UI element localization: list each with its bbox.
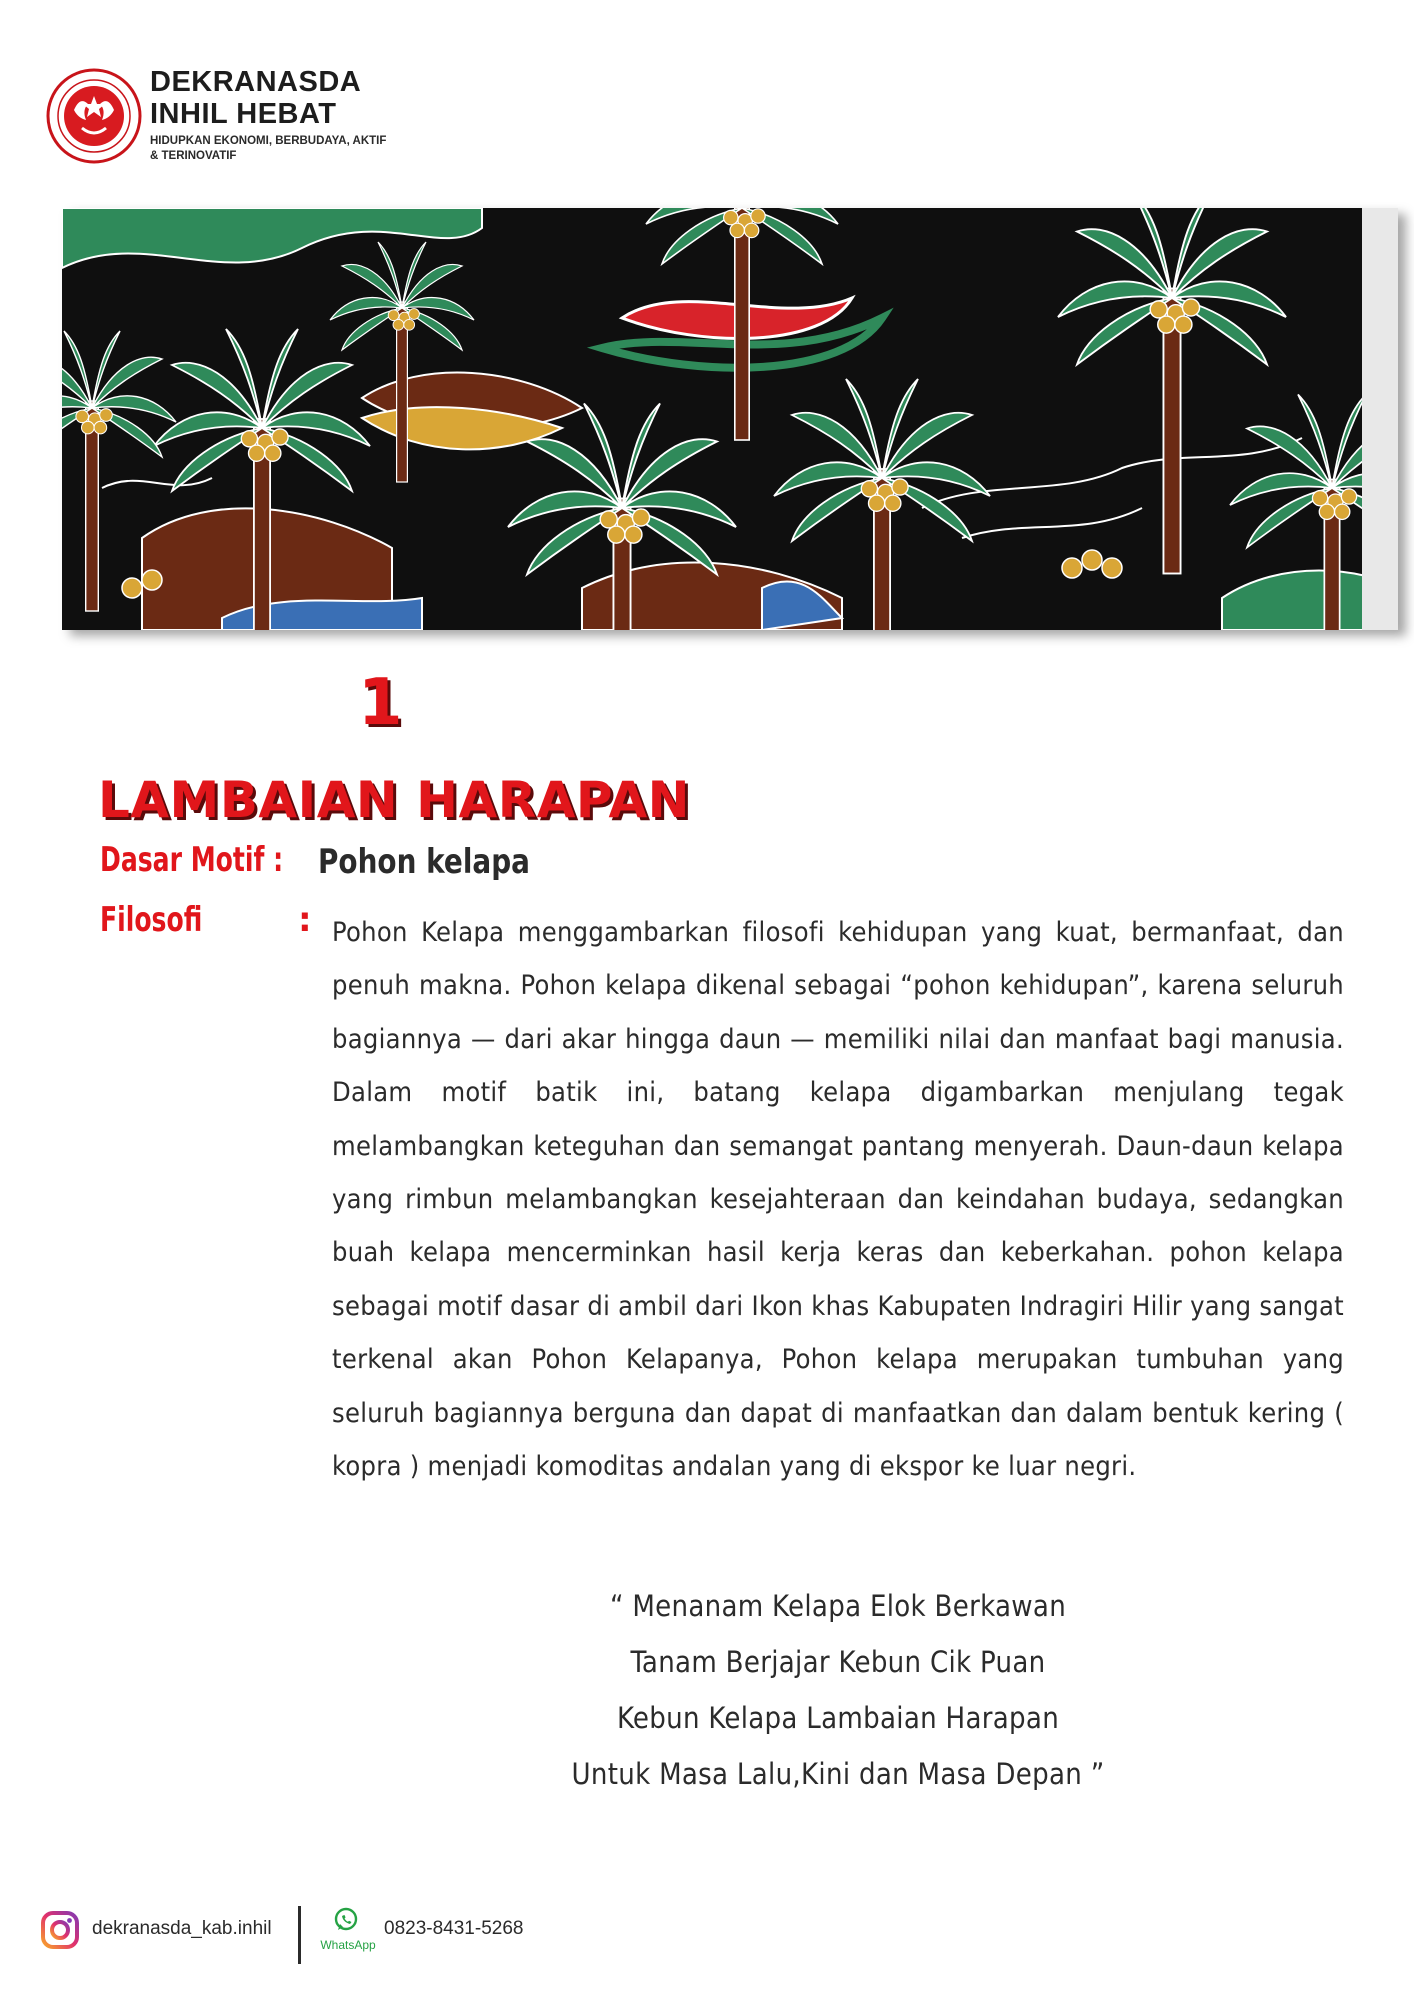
- instagram-icon[interactable]: [40, 1910, 80, 1950]
- filosofi-label-wrap: [100, 900, 225, 940]
- motif-title: LAMBAIAN HARAPAN: [98, 771, 691, 829]
- pantun-line: Tanam Berjajar Kebun Cik Puan: [630, 1645, 1046, 1679]
- filosofi-colon: :: [298, 900, 312, 940]
- pantun-line: Kebun Kelapa Lambaian Harapan: [616, 1701, 1060, 1735]
- pantun-block: [332, 1578, 1344, 1802]
- dekranasda-emblem-icon: [44, 66, 144, 166]
- brand-subname: INHIL HEBAT: [150, 98, 337, 130]
- filosofi-label: Filosofi: [100, 900, 203, 940]
- filosofi-text: Pohon Kelapa menggambarkan filosofi kehidupan yang kuat, bermanfaat, dan penuh makna. Pohon kelapa dikenal sebagai “pohon kehidupan”, karena seluruh bagiannya — dari akar hingga daun — memiliki nilai dan manfaat bagi manusia. Dalam motif batik ini, batang kelapa digambarkan menjulang tegak melambangkan keteguhan dan semangat pantang menyerah. Daun-daun kelapa yang rimbun melambangkan kesejahteraan dan keindahan budaya, sedangkan buah kelapa mencerminkan hasil kerja keras dan keberkahan. pohon kelapa sebagai motif dasar di ambil dari Ikon khas Kabupaten Indragiri Hilir yang sangat terkenal akan Pohon Kelapanya, Pohon kelapa merupakan tumbuhan yang seluruh bagiannya berguna dan dapat di manfaatkan dan dalam bentuk kering ( kopra ) menjadi komoditas andalan yang di ekspor ke luar negri.: [332, 917, 1344, 1483]
- dasar-motif-value: Pohon kelapa: [318, 842, 530, 882]
- whatsapp-number[interactable]: 0823-8431-5268: [384, 1918, 524, 1939]
- pantun-line: “ Menanam Kelapa Elok Berkawan: [609, 1589, 1067, 1623]
- motif-number: 1: [358, 666, 403, 740]
- pantun-line: Untuk Masa Lalu,Kini dan Masa Depan ”: [571, 1757, 1105, 1791]
- instagram-handle[interactable]: dekranasda_kab.inhil: [92, 1918, 272, 1939]
- brand-tagline: HIDUPKAN EKONOMI, BERBUDAYA, AKTIF & TERINOVATIF: [150, 135, 387, 162]
- footer-divider: [298, 1906, 301, 1964]
- brand-block: [150, 66, 390, 164]
- footer: [40, 1906, 740, 1966]
- batik-motif-image: [62, 208, 1398, 630]
- brand-name: DEKRANASDA: [150, 66, 362, 98]
- dasar-motif-label-wrap: [100, 840, 323, 880]
- dasar-motif-label: Dasar Motif :: [100, 840, 284, 880]
- whatsapp-label: WhatsApp: [320, 1938, 376, 1952]
- whatsapp-icon[interactable]: [332, 1906, 360, 1934]
